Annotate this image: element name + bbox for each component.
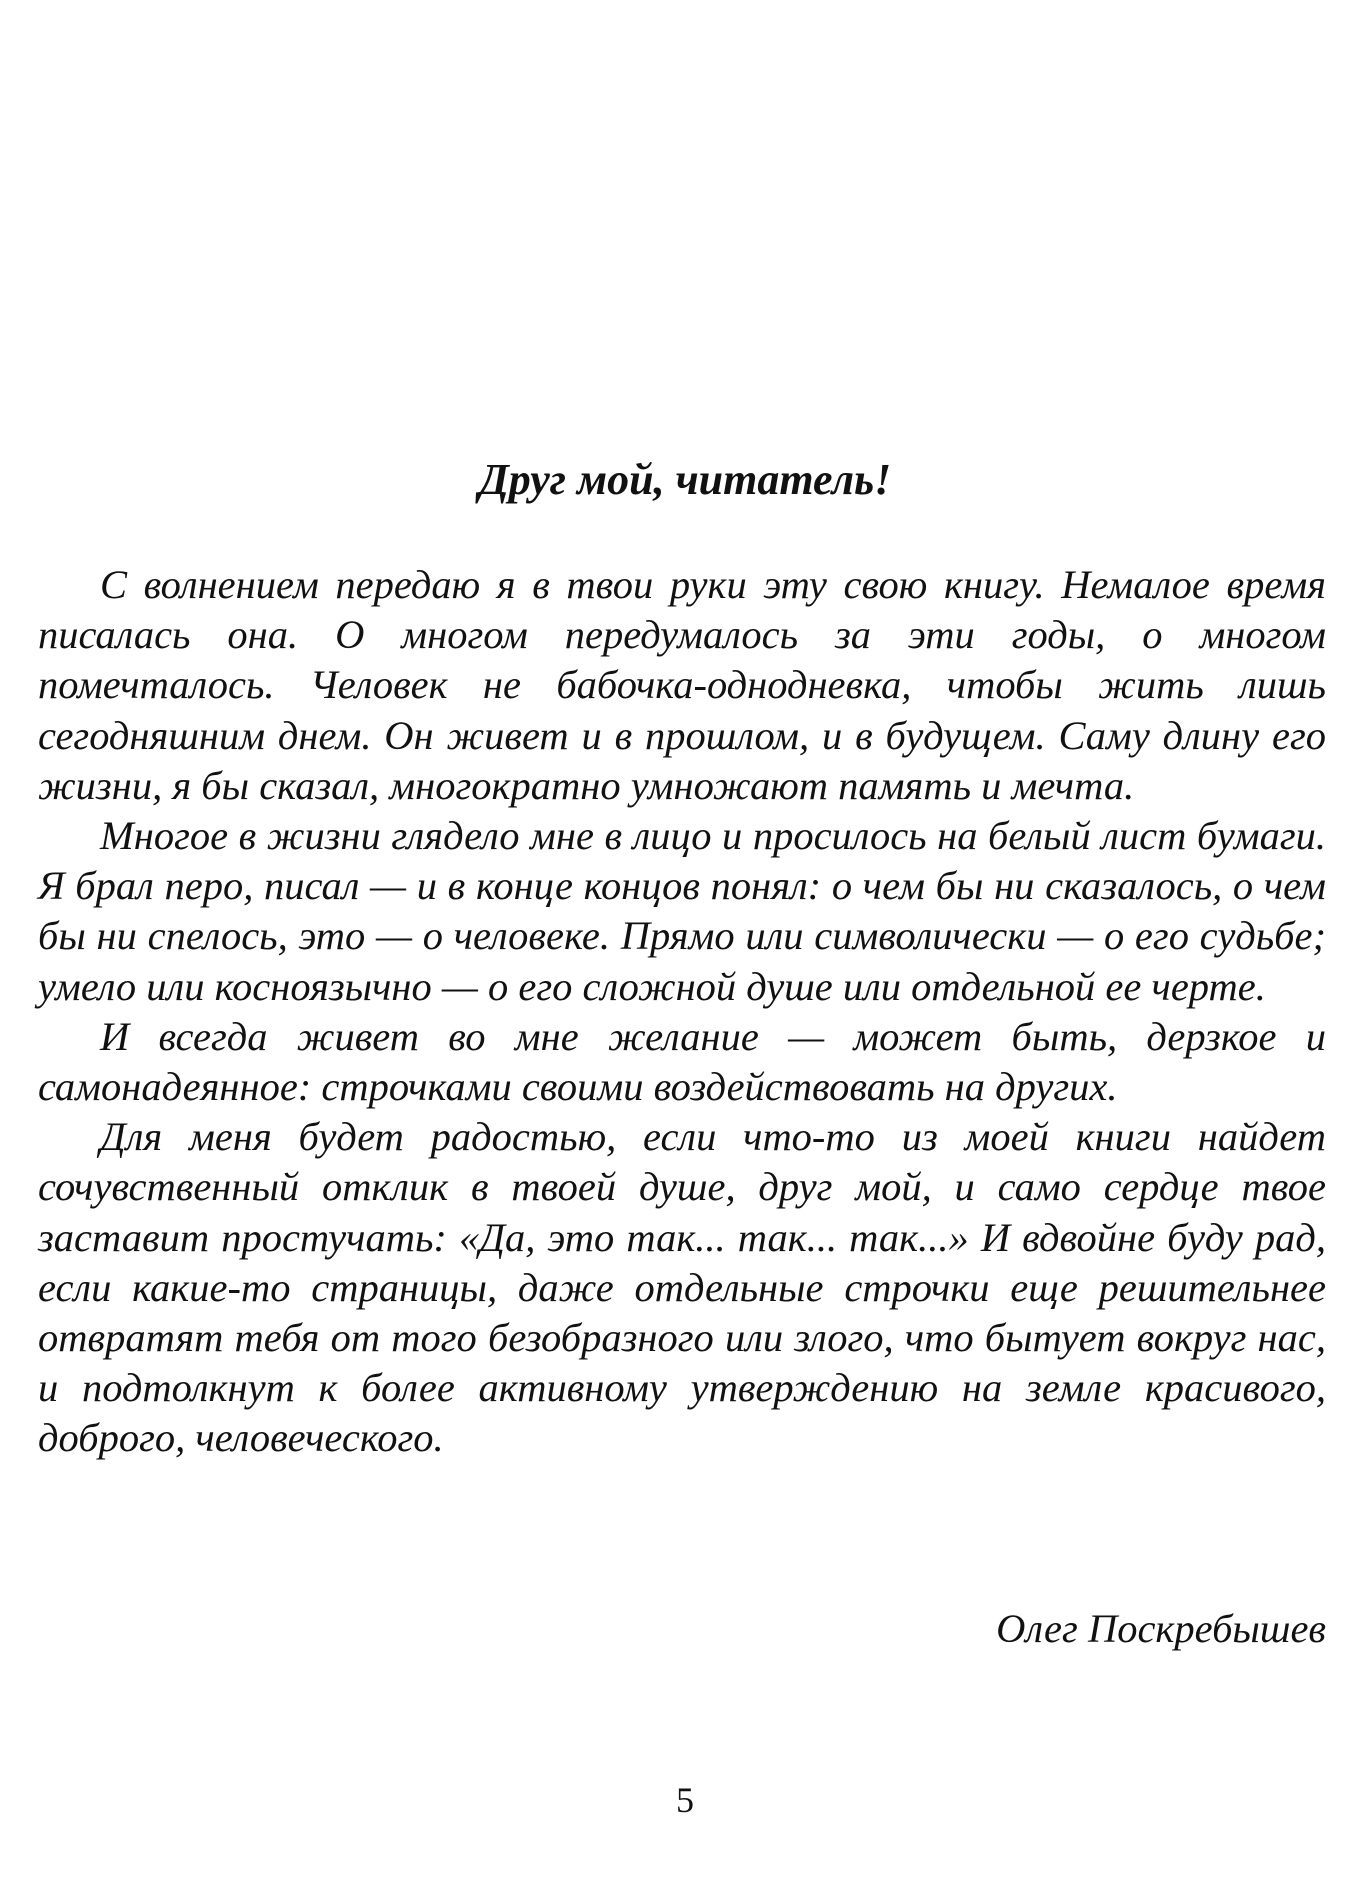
paragraph: С волнением передаю я в твои руки эту свою книгу. Немалое время писалась она. О многом передумалось за эти годы, о многом помечталось. Человек не бабочка-однодневка, чтобы жить лишь сегодняшним днем. Он живет и в прошлом, и в будущем. Саму длину его жизни, я бы сказал, многократно умножают память и мечта. [38,562,1326,808]
letter-body [38,560,1326,1464]
author-signature: Олег Поскребышев [996,1606,1326,1651]
paragraph: Для меня будет радостью, если что-то из моей книги найдет сочувственный отклик в твоей душе, друг мой, и само сердце твое заставит простучать: «Да, это так... так... так...» И вдвойне буду рад, если какие-то страницы, даже отдельные строчки еще решительнее отвратят тебя от того безобразного или злого, что бытует вокруг нас, и подтолкнут к более активному утверждению на земле красивого, доброго, человеческого. [38,1114,1326,1461]
paragraph: И всегда живет во мне желание — может быть, дерзкое и самонадеянное: строчками своими воздействовать на других. [38,1013,1326,1110]
page-number: 5 [676,1780,694,1820]
paragraph: Многое в жизни глядело мне в лицо и просилось на белый лист бумаги. Я брал перо, писал — и в конце концов понял: о чем бы ни сказалось, о чем бы ни спелось, это — о человеке. Прямо или символически — о его судьбе; умело или косноязычно — о его сложной душе или отдельной ее черте. [38,813,1326,1009]
page-heading: Друг мой, читатель! [478,455,892,504]
